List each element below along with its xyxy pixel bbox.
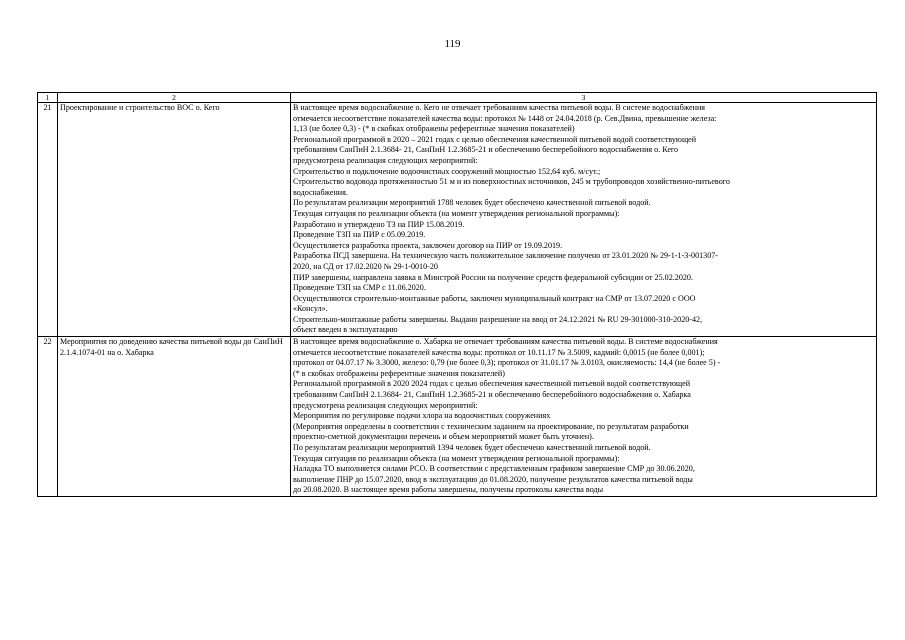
row-number: 22 — [38, 337, 58, 497]
description-line: Осуществляются строительно-монтажные работы, заключен муниципальный контракт на СМР от 13.07.2020 с ООО — [293, 293, 696, 303]
table-row — [38, 337, 877, 497]
description-line: предусмотрена реализация следующих мероприятий: — [293, 400, 478, 410]
row-title: Проектирование и строительство ВОС о. Кего — [58, 103, 291, 337]
description-line: Текущая ситуация по реализации объекта (на момент утверждения региональной программы): — [293, 453, 620, 463]
description-line: протокол от 04.07.17 № 3.3000, железо: 0,79 (не более 0,3); протокол от 31.01.17 № 3.0103, окисляемость: 14,4 (не более 5) - — [293, 358, 721, 368]
description-line: проектно-сметной документации перечень и объем мероприятий может быть уточнен). — [293, 432, 594, 442]
header-col-1: 1 — [38, 93, 58, 103]
row-description — [291, 337, 877, 497]
description-line: Проведение ТЗП на ПИР с 05.09.2019. — [293, 230, 426, 240]
row-number: 21 — [38, 103, 58, 337]
description-line: В настоящее время водоснабжение о. Хабарка не отвечает требованиям качества питьевой воды. В системе водоснабжения — [293, 337, 718, 347]
description-line: По результатам реализации мероприятий 1788 человек будет обеспечено качественной питьевой водой. — [293, 198, 651, 208]
description-line: отмечается несоответствие показателей качества воды: протокол № 1448 от 24.04.2018 (р. Сев.Двина, превышение железа: — [293, 113, 717, 123]
description-line: (* в скобках отображены референтные значения показателей) — [293, 368, 505, 378]
document-table — [37, 92, 877, 497]
description-line: требованиям СанПиН 2.1.3684- 21, СанПиН 1.2.3685-21 и обеспечению бесперебойного водоснабжения о. Кего — [293, 145, 679, 155]
description-line: «Консул». — [293, 304, 328, 314]
description-line: Региональной программой в 2020 – 2021 годах с целью обеспечения качественной питьевой водой соответствующей — [293, 134, 697, 144]
description-line: до 20.08.2020. В настоящее время работы завершены, получены протоколы качества воды — [293, 485, 604, 495]
description-line: Строительство и подключение водоочистных сооружений мощностью 152,64 куб. м/сут.; — [293, 166, 601, 176]
page-number: 119 — [444, 38, 461, 50]
description-line: Строительство водовода протяженностью 51 м и из поверхностных источников, 245 м трубопроводов хозяйственно-питьевого — [293, 177, 730, 187]
table-header-row — [38, 93, 877, 103]
description-line: отмечается несоответствие показателей качества воды: протокол от 10.11.17 № 3.5009, кадмий: 0,0015 (не более 0,001); — [293, 347, 705, 357]
description-line: 1,13 (не более 0,3) - (* в скобках отображены референтные значения показателей) — [293, 124, 575, 134]
description-line: Осуществляется разработка проекта, заключен договор на ПИР от 19.09.2019. — [293, 240, 563, 250]
description-line: выполнение ПНР до 15.07.2020, ввод в эксплуатацию до 01.08.2020, получение результатов качества питьевой воды — [293, 474, 693, 484]
row-description — [291, 103, 877, 337]
header-col-2: 2 — [58, 93, 291, 103]
description-line: предусмотрена реализация следующих мероприятий: — [293, 155, 478, 165]
description-line: 2020, на СД от 17.02.2020 № 29-1-0010-20 — [293, 261, 438, 271]
table-row — [38, 103, 877, 337]
header-col-3: 3 — [291, 93, 877, 103]
description-line: Разработано и утверждено ТЗ на ПИР 15.08.2019. — [293, 219, 465, 229]
description-line: Строительно-монтажные работы завершены. Выдано разрешение на ввод от 24.12.2021 № RU 29-301000-310-2020-42, — [293, 314, 703, 324]
description-line: Разработка ПСД завершена. На техническую часть положительное заключение получено от 23.01.2020 № 29-1-1-3-001307- — [293, 251, 719, 261]
description-line: ПИР завершены, направлена заявка в Минстрой России на получение средств федеральной субсидии от 25.02.2020. — [293, 272, 693, 282]
description-line: В настоящее время водоснабжение о. Кего не отвечает требованиям качества питьевой воды. В системе водоснабжения — [293, 103, 706, 112]
description-line: водоснабжения. — [293, 187, 348, 197]
description-line: Проведение ТЗП на СМР с 11.06.2020. — [293, 283, 426, 293]
description-line: Региональной программой в 2020 2024 годах с целью обеспечения качественной питьевой водой соответствующей — [293, 379, 691, 389]
description-line: По результатам реализации мероприятий 1394 человек будет обеспечено качественной питьевой водой. — [293, 443, 651, 452]
description-line: (Мероприятия определены в соответствии с техническим заданием на проектирование, по результатам разработки — [293, 421, 689, 431]
description-line: требованиям СанПиН 2.1.3684- 21, СанПиН 1.2.3685-21 и обеспечению бесперебойного водоснабжения о. Хабарка — [293, 390, 691, 400]
description-line: объект введен в эксплуатацию — [293, 325, 398, 335]
description-line: Наладка ТО выполняется силами РСО. В соответствии с представленным графиком завершение СМР до 30.06.2020, — [293, 464, 695, 474]
description-line: Текущая ситуация по реализации объекта (на момент утверждения региональной программы): — [293, 208, 620, 218]
description-line: Мероприятия по регулировке подачи хлора на водоочистных сооружениях — [293, 411, 551, 421]
row-title: Мероприятия по доведению качества питьевой воды до СанПиН 2.1.4.1074-01 на о. Хабарка — [58, 337, 291, 497]
